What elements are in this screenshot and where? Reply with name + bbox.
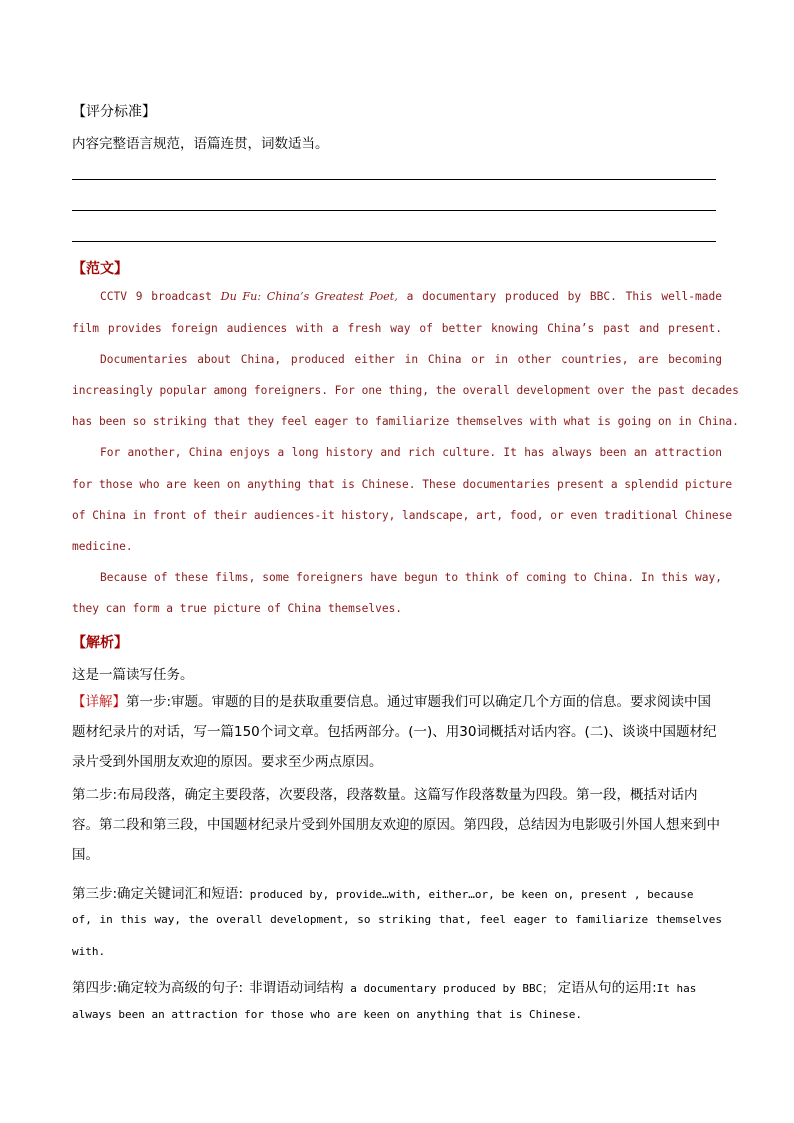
model-essay-heading: 【范文】 — [72, 261, 128, 277]
essay-p3-line4: medicine. — [72, 540, 133, 553]
answer-line-1 — [72, 179, 716, 180]
analysis-step2: 第二步:布局段落，确定主要段落，次要段落，段落数量。这篇写作段落数量为四段。第一段，概括对话内容。第二段和第三段，中国题材纪录片受到外国朋友欢迎的原因。第四段，总结因为电影吸引外国人想来到中国。 — [72, 787, 720, 863]
criteria-text: 内容完整语言规范，语篇连贯，词数适当。 — [72, 136, 329, 152]
essay-p2-line2: increasingly popular among foreigners. For one thing, the overall development over the past decades — [72, 384, 739, 397]
essay-p3-line3: of China in front of their audiences-it history, landscape, art, food, or even traditional Chinese — [72, 509, 733, 522]
analysis-step4-line2: always been an attraction for those who are keen on anything that is Chinese. — [72, 1008, 582, 1021]
analysis-step3-line2: of, in this way, the overall development, so striking that, feel eager to familiarize themselves — [72, 913, 722, 926]
essay-p4-line1: Because of these films, some foreigners have begun to think of coming to China. In this way, — [100, 571, 722, 584]
analysis-step4-line1: 第四步:确定较为高级的句子: 非谓语动词结构 a documentary produced by BBC； 定语从句的运用:It has — [72, 980, 697, 996]
analysis-heading: 【解析】 — [72, 635, 128, 651]
essay-p2-line3: has been so striking that they feel eager to familiarize themselves with what is going on in China. — [72, 415, 739, 428]
answer-line-3 — [72, 241, 716, 242]
essay-p3-line2: for those who are keen on anything that is Chinese. These documentaries present a splendid picture — [72, 478, 733, 491]
essay-p2-line1: Documentaries about China, produced either in China or in other countries, are becoming — [100, 353, 722, 366]
essay-p3-line1: For another, China enjoys a long history and rich culture. It has always been an attraction — [100, 446, 722, 459]
analysis-step3-line1: 第三步:确定关键词汇和短语: produced by, provide…with, either…or, be keen on, present , because — [72, 886, 694, 902]
essay-p4-line2: they can form a true picture of China themselves. — [72, 602, 403, 615]
essay-p1-line1: CCTV 9 broadcast Du Fu: China’s Greatest Poet, a documentary produced by BBC. This well-made — [100, 290, 722, 303]
analysis-step3-line3: with. — [72, 945, 106, 958]
essay-p1-line2: film provides foreign audiences with a fresh way of better knowing China’s past and present. — [72, 322, 722, 335]
answer-line-2 — [72, 210, 716, 211]
analysis-step1: 【详解】第一步:审题。审题的目的是获取重要信息。通过审题我们可以确定几个方面的信息。要求阅读中国题材纪录片的对话，写一篇150个词文章。包括两部分。(一)、用30词概括对话内容。(二)、谈谈中国题材纪录片受到外国朋友欢迎的原因。要求至少两点原因。 — [72, 694, 717, 770]
criteria-heading: 【评分标准】 — [72, 104, 156, 120]
detail-label: 【详解】 — [72, 694, 126, 710]
analysis-summary: 这是一篇读写任务。 — [72, 667, 194, 683]
